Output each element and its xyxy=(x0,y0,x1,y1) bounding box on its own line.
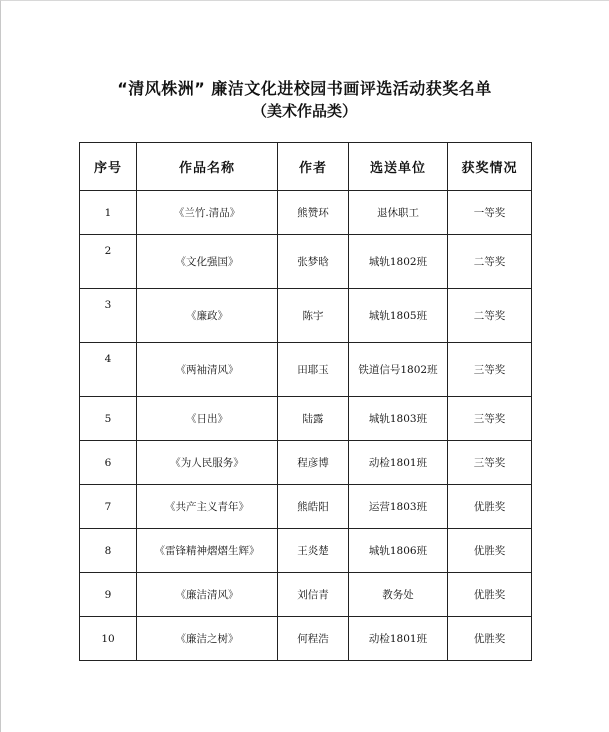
cell-author: 张梦晗 xyxy=(278,235,349,289)
cell-number: 3 xyxy=(80,289,137,343)
table-row xyxy=(80,235,532,289)
cell-work-title: 《文化强国》 xyxy=(137,235,278,289)
table-row xyxy=(80,617,532,661)
cell-author: 陈宇 xyxy=(278,289,349,343)
cell-work-title: 《日出》 xyxy=(137,397,278,441)
table-row xyxy=(80,397,532,441)
cell-number: 9 xyxy=(80,573,137,617)
header-author: 作者 xyxy=(278,143,349,191)
table-row xyxy=(80,343,532,397)
cell-award: 优胜奖 xyxy=(448,485,532,529)
cell-award: 三等奖 xyxy=(448,441,532,485)
cell-number: 2 xyxy=(80,235,137,289)
table-header-row xyxy=(80,143,532,191)
cell-author: 陆露 xyxy=(278,397,349,441)
cell-work-title: 《兰竹.清品》 xyxy=(137,191,278,235)
table-row xyxy=(80,485,532,529)
cell-unit: 城轨1806班 xyxy=(349,529,448,573)
cell-award: 一等奖 xyxy=(448,191,532,235)
cell-author: 何程浩 xyxy=(278,617,349,661)
header-work-title: 作品名称 xyxy=(137,143,278,191)
cell-number: 5 xyxy=(80,397,137,441)
cell-unit: 动检1801班 xyxy=(349,617,448,661)
cell-number: 10 xyxy=(80,617,137,661)
document-title: “清风株洲” 廉洁文化进校园书画评选活动获奖名单 xyxy=(117,79,492,98)
cell-unit: 城轨1803班 xyxy=(349,397,448,441)
table-row xyxy=(80,289,532,343)
cell-award: 优胜奖 xyxy=(448,617,532,661)
cell-work-title: 《雷锋精神熠熠生辉》 xyxy=(137,529,278,573)
cell-unit: 城轨1802班 xyxy=(349,235,448,289)
header-number: 序号 xyxy=(80,143,137,191)
cell-work-title: 《廉政》 xyxy=(137,289,278,343)
cell-unit: 城轨1805班 xyxy=(349,289,448,343)
cell-work-title: 《为人民服务》 xyxy=(137,441,278,485)
cell-author: 熊皓阳 xyxy=(278,485,349,529)
cell-unit: 动检1801班 xyxy=(349,441,448,485)
cell-award: 三等奖 xyxy=(448,343,532,397)
table-row xyxy=(80,441,532,485)
cell-award: 二等奖 xyxy=(448,289,532,343)
cell-number: 8 xyxy=(80,529,137,573)
cell-number: 4 xyxy=(80,343,137,397)
cell-award: 三等奖 xyxy=(448,397,532,441)
cell-author: 刘信青 xyxy=(278,573,349,617)
cell-unit: 运营1803班 xyxy=(349,485,448,529)
cell-number: 6 xyxy=(80,441,137,485)
table-row xyxy=(80,529,532,573)
cell-author: 程彦博 xyxy=(278,441,349,485)
cell-work-title: 《廉洁之树》 xyxy=(137,617,278,661)
cell-number: 1 xyxy=(80,191,137,235)
cell-unit: 铁道信号1802班 xyxy=(349,343,448,397)
cell-number: 7 xyxy=(80,485,137,529)
cell-award: 优胜奖 xyxy=(448,529,532,573)
cell-unit: 退休职工 xyxy=(349,191,448,235)
table-row xyxy=(80,573,532,617)
cell-author: 王炎楚 xyxy=(278,529,349,573)
cell-award: 优胜奖 xyxy=(448,573,532,617)
cell-award: 二等奖 xyxy=(448,235,532,289)
cell-work-title: 《两袖清风》 xyxy=(137,343,278,397)
header-award: 获奖情况 xyxy=(448,143,532,191)
cell-work-title: 《廉洁清风》 xyxy=(137,573,278,617)
cell-work-title: 《共产主义青年》 xyxy=(137,485,278,529)
cell-unit: 教务处 xyxy=(349,573,448,617)
cell-author: 熊赞环 xyxy=(278,191,349,235)
header-unit: 选送单位 xyxy=(349,143,448,191)
document-subtitle: （美术作品类） xyxy=(251,102,357,120)
cell-author: 田耶玉 xyxy=(278,343,349,397)
table-row xyxy=(80,191,532,235)
awards-table xyxy=(79,142,532,661)
